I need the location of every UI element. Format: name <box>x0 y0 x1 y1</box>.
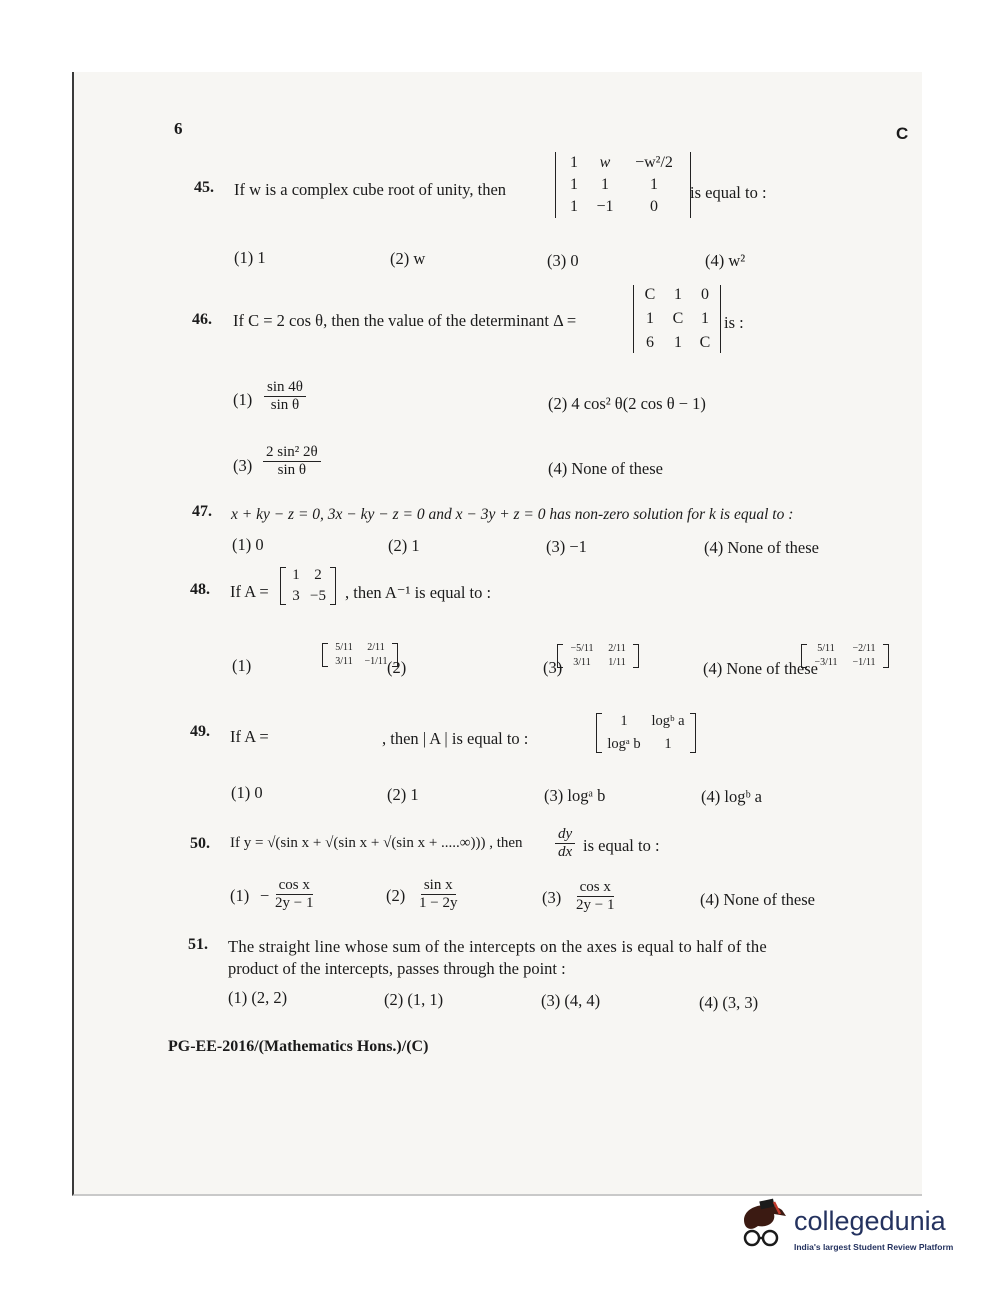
q48-prefix: If A = <box>230 582 269 601</box>
brand-tagline: India's largest Student Review Platform <box>794 1242 954 1252</box>
q46-m21: 1 <box>674 334 682 351</box>
q50-option-2-denominator: 1 − 2y <box>419 895 458 911</box>
q50-dy: dy <box>555 826 575 844</box>
q45-option-3: (3) 0 <box>547 251 579 270</box>
q46-suffix: is : <box>724 313 744 332</box>
q45-determinant <box>555 152 691 218</box>
q46-option-3-fraction <box>263 444 321 479</box>
q49-number: 49. <box>190 723 210 740</box>
q48-option-2-label: (2) <box>387 658 407 677</box>
q48-o1-m00: 5/11 <box>335 642 353 653</box>
q50-option-3-denominator: 2y − 1 <box>576 897 615 913</box>
q50-option-2-label: (2) <box>386 886 406 905</box>
q48-option-1-label: (1) <box>232 656 252 675</box>
q50-option-3-fraction <box>573 879 617 914</box>
q46-option-4: (4) None of these <box>548 459 664 478</box>
q46-m22: C <box>699 334 711 351</box>
q48-matrix <box>280 567 336 605</box>
q45-text: If w is a complex cube root of unity, then <box>234 180 507 199</box>
q48-m00: 1 <box>292 567 300 583</box>
q49-matrix <box>596 713 696 753</box>
q47-number: 47. <box>192 503 212 520</box>
q47-option-3: (3) −1 <box>546 537 587 556</box>
q50-option-3-label: (3) <box>542 888 562 907</box>
q46-m10: 1 <box>646 310 654 327</box>
q51-option-4: (4) (3, 3) <box>699 993 759 1012</box>
q45-m12: 1 <box>650 176 658 193</box>
q45-option-1: (1) 1 <box>234 248 266 267</box>
q51-line-1: The straight line whose sum of the intercepts on the axes is equal to half of the <box>228 937 767 956</box>
q49-m10: logᵃ b <box>607 736 641 752</box>
q50-option-2-fraction <box>416 877 460 912</box>
q46-option-2: (2) 4 cos² θ(2 cos θ − 1) <box>548 394 706 413</box>
q48-o2-m10: 3/11 <box>573 657 591 668</box>
q47-text: x + ky − z = 0, 3x − ky − z = 0 and x − 3y + z = 0 has non-zero solution for k is equal to : <box>231 506 794 523</box>
q46-option-1-denominator: sin θ <box>270 397 300 413</box>
q49-m11: 1 <box>664 736 672 752</box>
q46-determinant <box>633 285 721 353</box>
q46-option-3-label: (3) <box>233 456 253 475</box>
q48-option-3-label: (3) <box>543 658 563 677</box>
q46-number: 46. <box>192 311 212 328</box>
q50-suffix: is equal to : <box>583 836 660 855</box>
q45-m10: 1 <box>570 176 578 193</box>
q50-derivative <box>555 826 575 861</box>
q45-suffix: is equal to : <box>690 183 767 202</box>
q49-prefix: If A = <box>230 727 269 746</box>
q45-option-4: (4) w² <box>705 251 746 270</box>
q51-number: 51. <box>188 936 208 953</box>
mascot-icon <box>738 1198 792 1256</box>
q46-option-1-fraction <box>264 379 306 414</box>
q51-option-1: (1) (2, 2) <box>228 988 288 1007</box>
q48-m11: −5 <box>310 588 326 604</box>
q48-suffix: , then A⁻¹ is equal to : <box>345 583 492 602</box>
q45-option-2: (2) w <box>390 249 426 268</box>
q46-option-3-denominator: sin θ <box>277 462 307 478</box>
q47-option-1: (1) 0 <box>232 535 264 554</box>
q50-option-1-fraction <box>272 877 316 912</box>
q46-m12: 1 <box>701 310 709 327</box>
q50-option-4: (4) None of these <box>700 890 816 909</box>
q48-o3-m00: 5/11 <box>817 643 835 654</box>
q50-dx: dx <box>558 844 573 860</box>
q48-number: 48. <box>190 581 210 598</box>
q46-option-1-label: (1) <box>233 390 253 409</box>
q49-option-1: (1) 0 <box>231 783 263 802</box>
q48-o1-m10: 3/11 <box>335 656 353 667</box>
q50-option-3-numerator: cos x <box>577 879 614 897</box>
q48-o3-m10: −3/11 <box>814 657 838 668</box>
q49-option-4: (4) logᵇ a <box>701 787 763 806</box>
q45-m00: 1 <box>570 154 578 171</box>
brand-logo <box>738 1198 978 1258</box>
q46-m20: 6 <box>646 334 654 351</box>
q45-m11: 1 <box>601 176 609 193</box>
q50-number: 50. <box>190 835 210 852</box>
q49-option-3: (3) logᵃ b <box>544 786 606 805</box>
q48-o3-m01: −2/11 <box>852 643 876 654</box>
q46-text: If C = 2 cos θ, then the value of the determinant Δ = <box>233 311 577 330</box>
q50-option-2-numerator: sin x <box>421 877 456 895</box>
q48-o1-m01: 2/11 <box>367 642 385 653</box>
q49-suffix: , then | A | is equal to : <box>382 729 529 748</box>
q45-number: 45. <box>194 179 214 196</box>
page-number: 6 <box>174 119 183 138</box>
q48-o2-m11: 1/11 <box>608 657 626 668</box>
paper-code: PG-EE-2016/(Mathematics Hons.)/(C) <box>168 1038 429 1055</box>
q50-option-1-denominator: 2y − 1 <box>275 895 314 911</box>
q49-m00: 1 <box>620 713 628 729</box>
q50-option-1-label: (1) <box>230 886 250 905</box>
q46-m01: 1 <box>674 286 682 303</box>
q49-option-2: (2) 1 <box>387 785 419 804</box>
q51-option-3: (3) (4, 4) <box>541 991 601 1010</box>
q45-m02: −w²/2 <box>635 154 673 171</box>
set-code: C <box>896 124 909 143</box>
q45-m01: w <box>599 154 611 171</box>
q47-option-4: (4) None of these <box>704 538 820 557</box>
q48-m01: 2 <box>314 567 322 583</box>
q46-m11: C <box>672 310 684 327</box>
q45-m21: −1 <box>596 198 614 215</box>
exam-page <box>72 72 922 1196</box>
q46-m00: C <box>644 286 656 303</box>
q48-o2-m01: 2/11 <box>608 643 626 654</box>
q51-option-2: (2) (1, 1) <box>384 990 444 1009</box>
q46-m02: 0 <box>701 286 709 303</box>
q48-o1-m11: −1/11 <box>364 656 388 667</box>
q46-option-3-numerator: 2 sin² 2θ <box>263 444 321 462</box>
q51-line-2: product of the intercepts, passes through the point : <box>228 959 566 978</box>
q48-option-2-matrix <box>557 644 639 668</box>
q48-o2-m00: −5/11 <box>570 643 594 654</box>
q49-m01: logᵇ a <box>651 713 685 729</box>
q50-text: If y = √(sin x + √(sin x + √(sin x + .....∞))) , then <box>230 835 523 851</box>
brand-name: collegedunia <box>794 1206 946 1236</box>
q48-m10: 3 <box>292 588 300 604</box>
q50-option-1-numerator: cos x <box>276 877 313 895</box>
q45-m20: 1 <box>570 198 578 215</box>
q45-m22: 0 <box>650 198 658 215</box>
q50-option-1-sign: − <box>260 886 270 905</box>
q47-option-2: (2) 1 <box>388 536 420 555</box>
q48-o3-m11: −1/11 <box>852 657 876 668</box>
q48-option-4: (4) None of these <box>703 659 819 678</box>
q46-option-1-numerator: sin 4θ <box>264 379 306 397</box>
